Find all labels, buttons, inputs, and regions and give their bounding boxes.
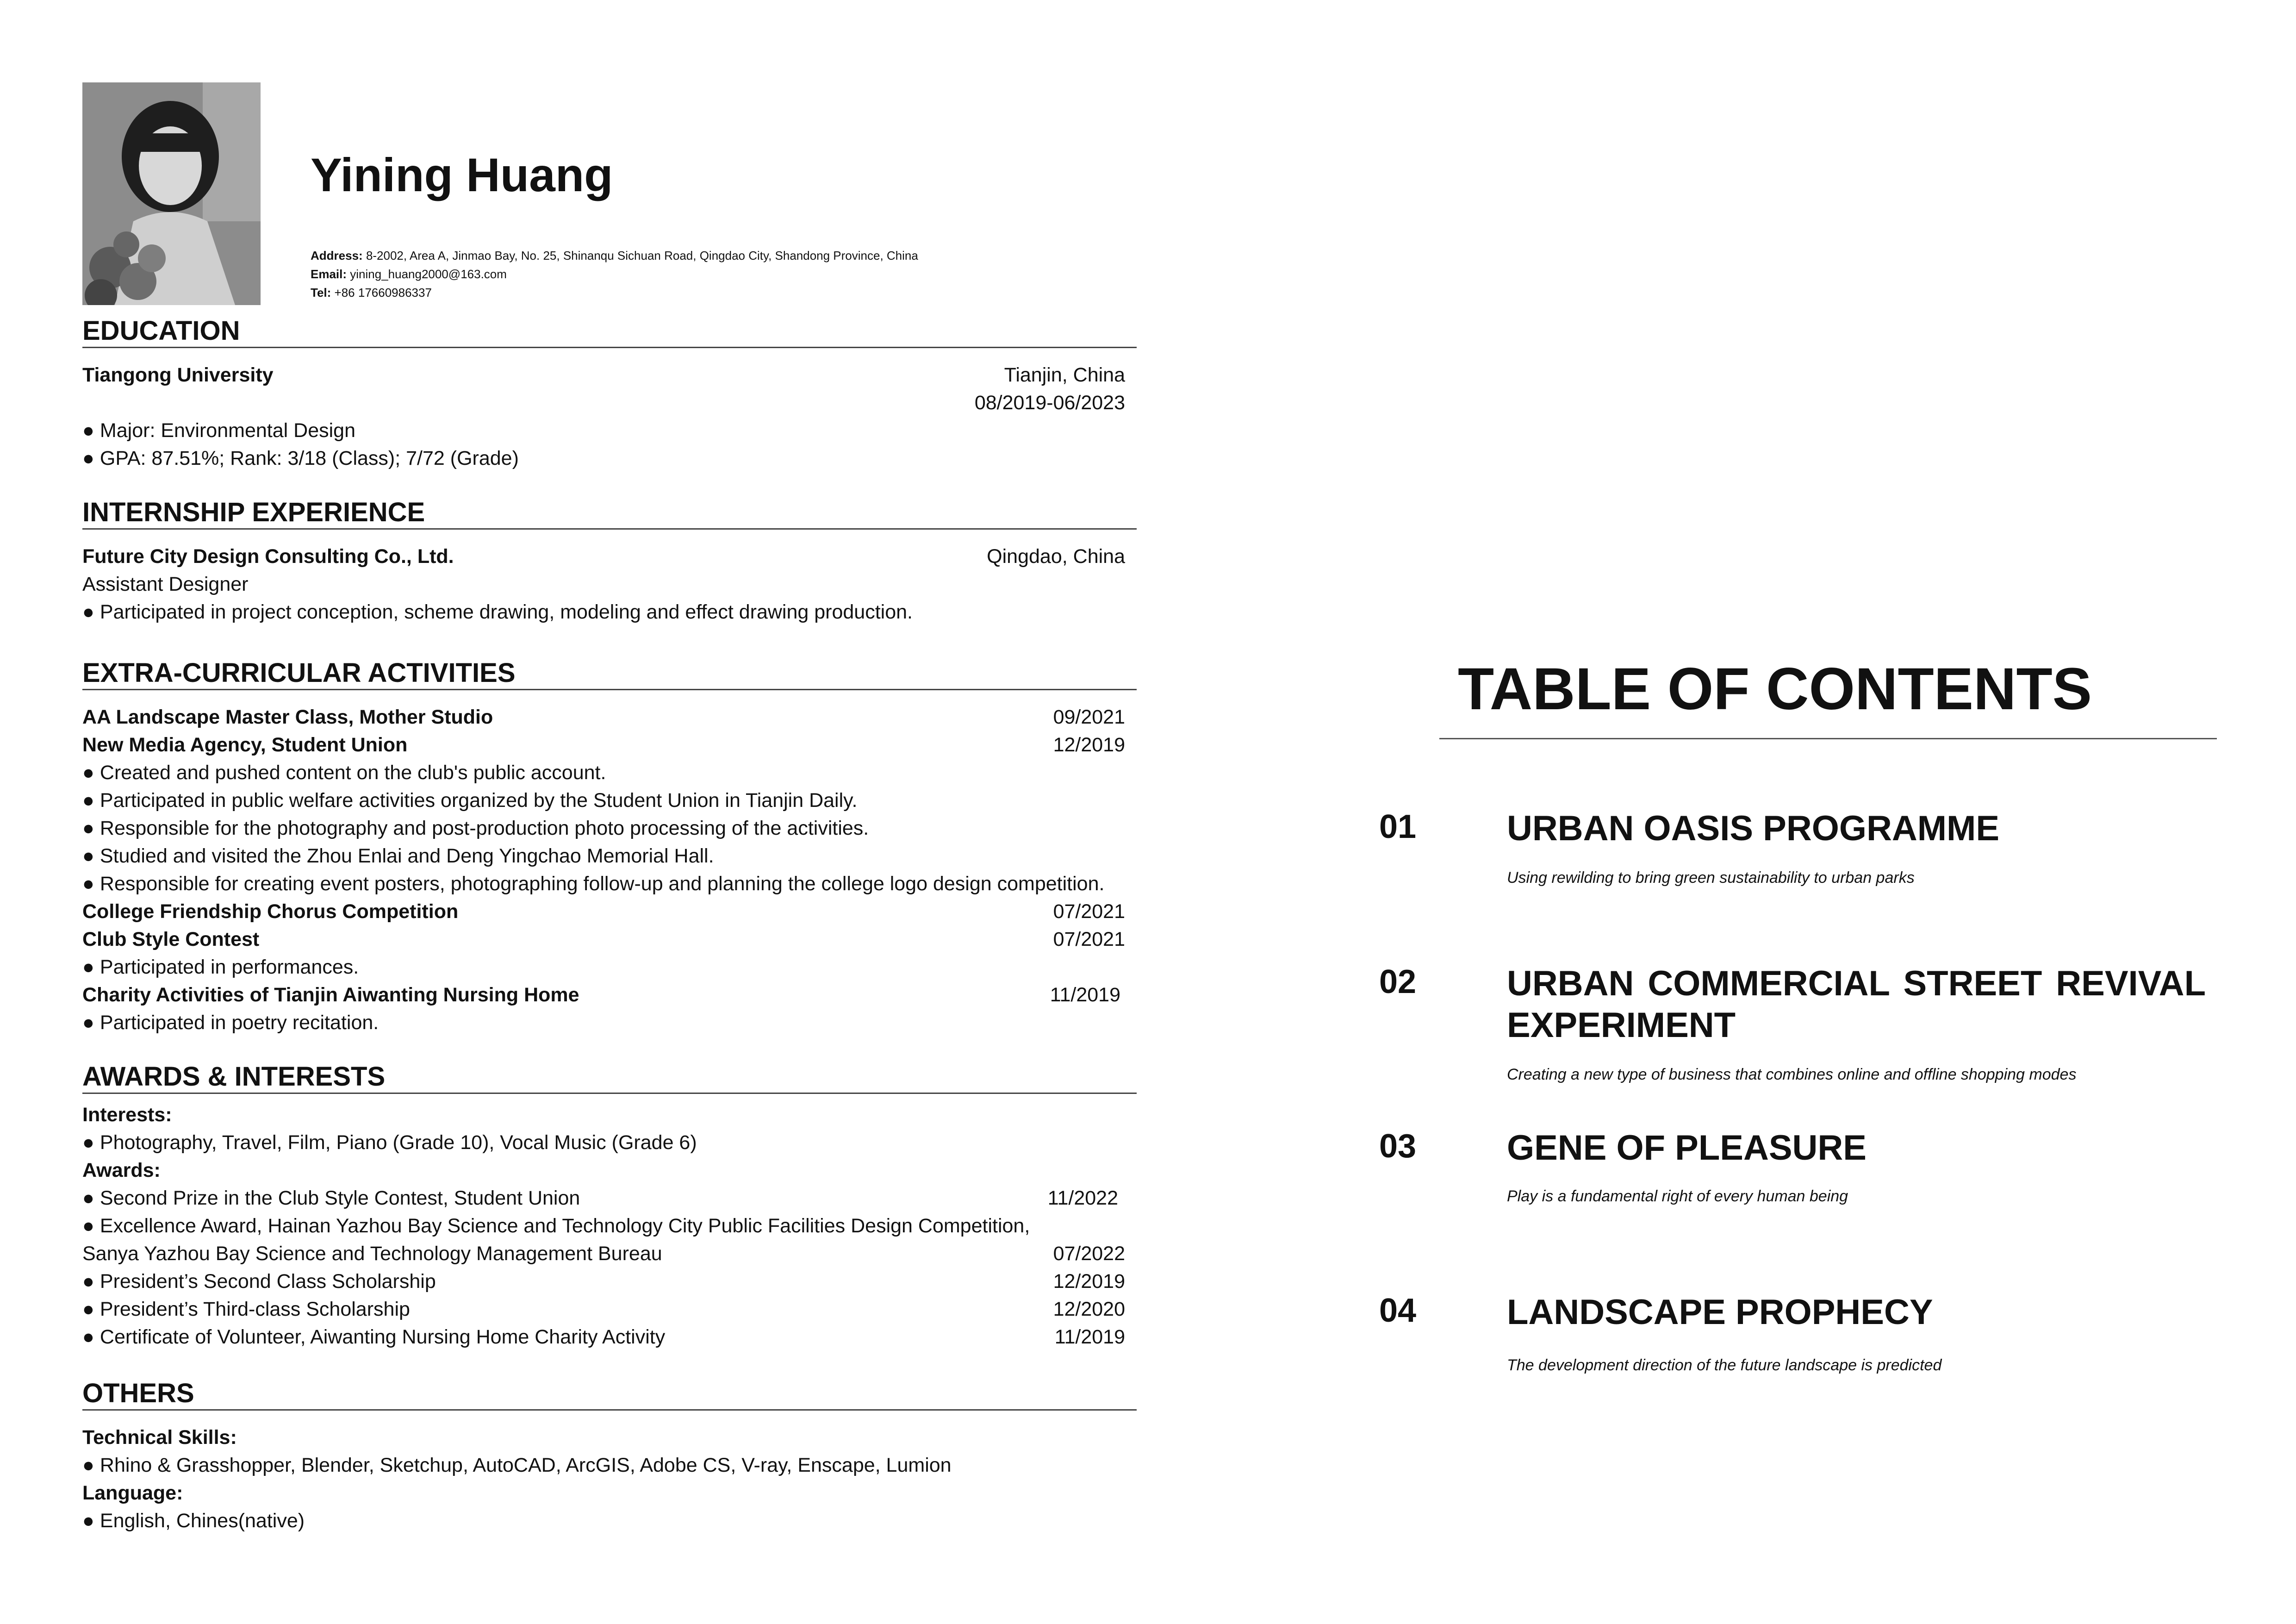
activity-date: 12/2019 [1053,734,1125,756]
list-item: ● Responsible for the photography and post-production photo processing of the activities. [82,814,1137,842]
skills-list: ● Rhino & Grasshopper, Blender, Sketchup, AutoCAD, ArcGIS, Adobe CS, V-ray, Enscape, Lumion [82,1451,1137,1479]
activity-date: 07/2021 [1053,900,1125,923]
awards-label: Awards: [82,1159,161,1181]
tel-value: +86 17660986337 [334,286,432,300]
list-item: ● Participated in public welfare activities organized by the Student Union in Tianjin Daily. [82,787,1137,814]
toc-number: 01 [1379,808,1417,845]
activity-title: New Media Agency, Student Union [82,734,408,756]
section-heading: INTERNSHIP EXPERIENCE [82,499,1137,530]
activity-date: 11/2019 [1050,984,1120,1006]
toc-heading: LANDSCAPE PROPHECY [1507,1293,1933,1332]
award-date: 11/2022 [1047,1187,1118,1209]
school-location: Tianjin, China [1004,364,1125,386]
toc-number: 04 [1379,1292,1417,1329]
award-date: 11/2019 [1054,1326,1125,1348]
email-label: Email: [311,267,347,281]
tel-line [311,283,918,302]
toc-heading: URBAN COMMERCIAL STREET REVIVAL EXPERIMENT [1507,964,2206,1045]
email-line [311,265,918,283]
school-dates: 08/2019-06/2023 [974,392,1125,414]
section-heading: AWARDS & INTERESTS [82,1063,1137,1094]
toc-title: TABLE OF CONTENTS [1458,656,2092,722]
award-text: ● President’s Second Class Scholarship [82,1268,436,1295]
activities-section [82,659,1137,1037]
award-text: ● Certificate of Volunteer, Aiwanting Nursing Home Charity Activity [82,1323,665,1351]
award-text: Sanya Yazhou Bay Science and Technology Management Bureau [82,1243,662,1265]
list-item: ● Studied and visited the Zhou Enlai and Deng Yingchao Memorial Hall. [82,842,1137,870]
company-name: Future City Design Consulting Co., Ltd. [82,545,454,568]
interests-label: Interests: [82,1104,172,1126]
toc-heading: GENE OF PLEASURE [1507,1128,1867,1168]
language-list: ● English, Chines(native) [82,1507,1137,1535]
list-item: ● Responsible for creating event posters, photographing follow-up and planning the college logo design competition. [82,870,1137,898]
toc-subtitle: Play is a fundamental right of every human being [1507,1187,1848,1205]
award-text: ● Excellence Award, Hainan Yazhou Bay Science and Technology City Public Facilities Design Competition, [82,1212,1137,1240]
list-item: ● Participated in project conception, scheme drawing, modeling and effect drawing production. [82,598,1137,626]
list-item: ● Participated in poetry recitation. [82,1009,1137,1037]
list-item: ● Participated in performances. [82,953,1137,981]
address-value: 8-2002, Area A, Jinmao Bay, No. 25, Shinanqu Sichuan Road, Qingdao City, Shandong Province, China [366,249,918,262]
activity-title: College Friendship Chorus Competition [82,900,459,923]
school-name: Tiangong University [82,364,274,386]
toc-subtitle: The development direction of the future landscape is predicted [1507,1356,1942,1374]
award-date: 12/2020 [1053,1298,1125,1320]
portrait-image-icon [82,82,261,305]
toc-subtitle: Using rewilding to bring green sustainability to urban parks [1507,869,1915,887]
section-heading: EDUCATION [82,317,1137,348]
list-item: ● Created and pushed content on the club's public account. [82,759,1137,787]
profile-photo [82,82,261,305]
company-location: Qingdao, China [987,545,1125,568]
award-date: 07/2022 [1053,1243,1125,1265]
internship-section [82,499,1137,626]
activity-date: 07/2021 [1053,928,1125,950]
address-label: Address: [311,249,363,262]
list-item: ● GPA: 87.51%; Rank: 3/18 (Class); 7/72 (Grade) [82,444,1137,472]
tel-label: Tel: [311,286,331,300]
toc-number: 03 [1379,1128,1417,1165]
section-heading: OTHERS [82,1380,1137,1411]
toc-subtitle: Creating a new type of business that combines online and offline shopping modes [1507,1066,2077,1083]
education-section [82,317,1137,472]
activity-title: Charity Activities of Tianjin Aiwanting Nursing Home [82,984,579,1006]
toc-number: 02 [1379,963,1417,1000]
award-date: 12/2019 [1053,1270,1125,1293]
interests-list: ● Photography, Travel, Film, Piano (Grade 10), Vocal Music (Grade 6) [82,1129,1137,1156]
others-section [82,1380,1137,1535]
activity-date: 09/2021 [1053,706,1125,728]
activity-title: Club Style Contest [82,928,260,950]
award-text: ● Second Prize in the Club Style Contest, Student Union [82,1184,580,1212]
toc-divider [1439,738,2217,739]
email-value: yining_huang2000@163.com [350,267,507,281]
skills-label: Technical Skills: [82,1426,237,1449]
award-text: ● President’s Third-class Scholarship [82,1295,410,1323]
language-label: Language: [82,1482,183,1504]
address-line [311,246,918,265]
awards-section [82,1063,1137,1351]
contact-block [311,246,918,302]
toc-heading: URBAN OASIS PROGRAMME [1507,809,2000,848]
activity-title: AA Landscape Master Class, Mother Studio [82,706,493,728]
list-item: ● Major: Environmental Design [82,417,1137,444]
section-heading: EXTRA-CURRICULAR ACTIVITIES [82,659,1137,690]
candidate-name: Yining Huang [311,149,613,201]
role-title: Assistant Designer [82,573,249,595]
